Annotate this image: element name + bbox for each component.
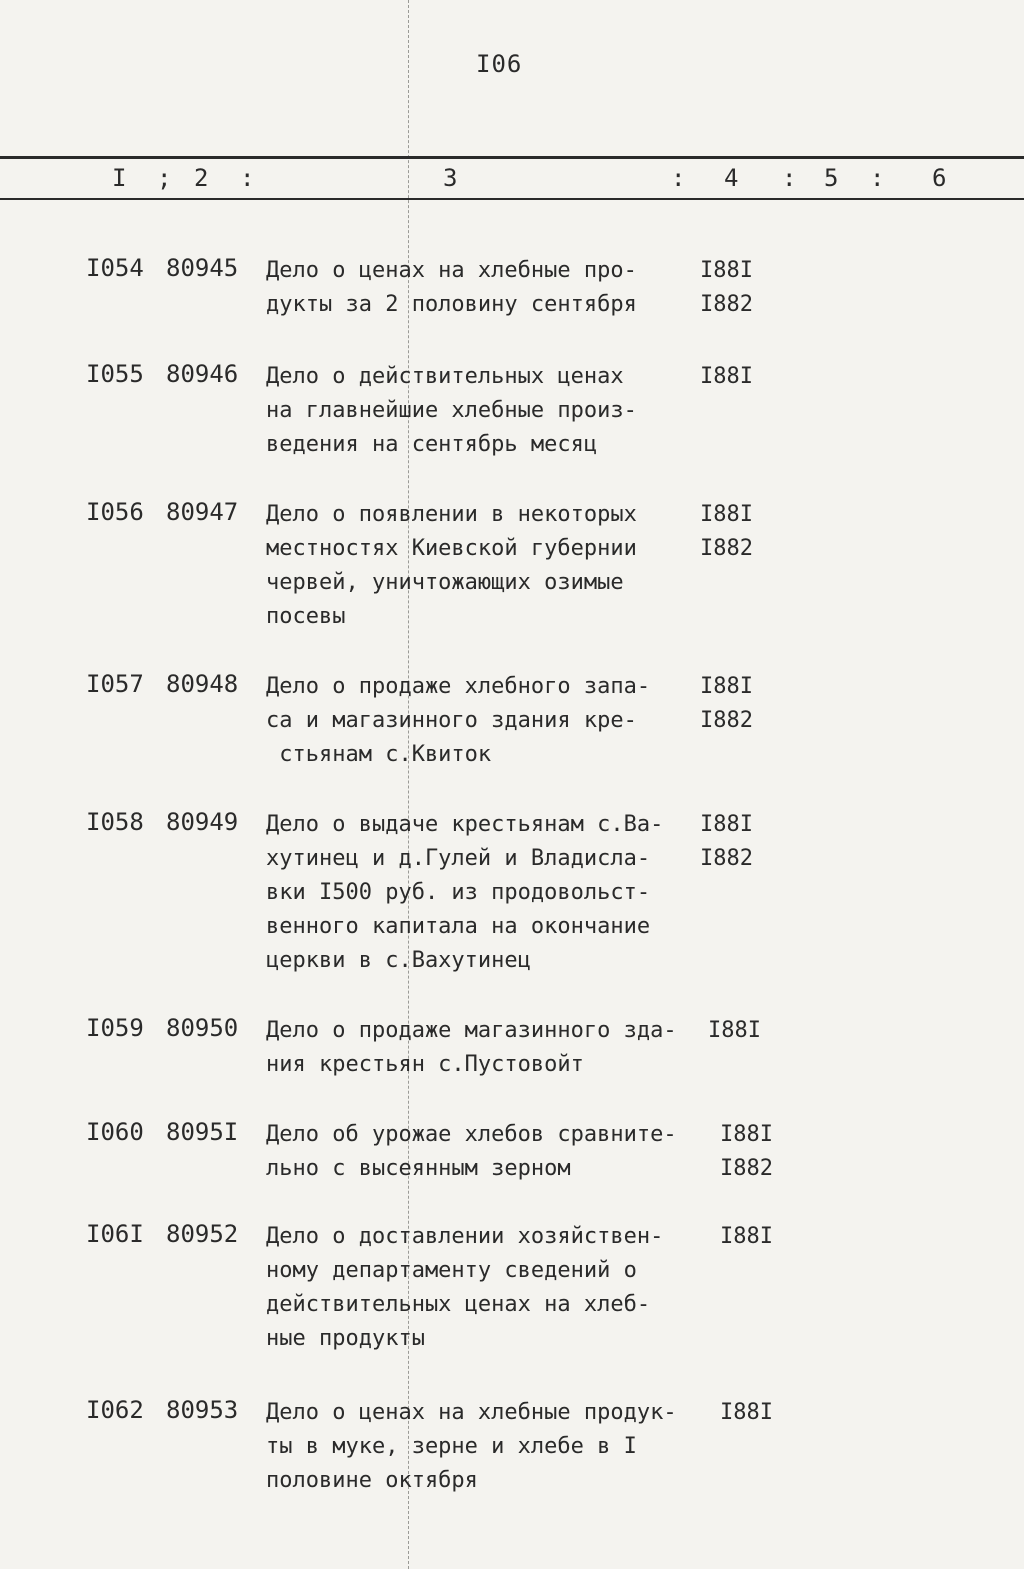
entry-description (266, 1118, 706, 1186)
entry-years (708, 1014, 761, 1048)
description-line: ты в муке, зерне и хлебе в I (266, 1434, 637, 1459)
year: I88I (700, 674, 753, 699)
description-line: ному департаменту сведений о (266, 1258, 637, 1283)
column-header-6: 6 (932, 164, 947, 192)
entry-description (266, 254, 706, 322)
description-line: хутинец и д.Гулей и Владисла- (266, 846, 651, 871)
file-code: 80945 (166, 254, 239, 282)
column-header-1: I (112, 164, 127, 192)
file-code: 80953 (166, 1396, 239, 1424)
column-header-2: 2 (194, 164, 209, 192)
year: I88I (720, 1122, 773, 1147)
entry-number: I057 (86, 670, 144, 698)
entry-description (266, 1396, 706, 1498)
file-code: 80949 (166, 808, 239, 836)
year: I882 (720, 1156, 773, 1181)
description-line: вки I500 руб. из продовольст- (266, 880, 651, 905)
entry-description (266, 498, 706, 634)
year: I882 (700, 708, 753, 733)
header-rule-top (0, 156, 1024, 159)
page-number: I06 (476, 50, 523, 78)
description-line: са и магазинного здания кре- (266, 708, 637, 733)
entry-description (266, 670, 706, 772)
column-separator: : (782, 164, 797, 192)
year: I882 (700, 846, 753, 871)
year: I88I (708, 1018, 761, 1043)
description-line: на главнейшие хлебные произ- (266, 398, 637, 423)
entry-years (700, 254, 753, 322)
entry-number: I06I (86, 1220, 144, 1248)
description-line: Дело о ценах на хлебные продук- (266, 1400, 677, 1425)
description-line: льно с высеянным зерном (266, 1156, 571, 1181)
year: I88I (720, 1400, 773, 1425)
entry-number: I059 (86, 1014, 144, 1042)
file-code: 80952 (166, 1220, 239, 1248)
description-line: Дело о действительных ценах (266, 364, 624, 389)
year: I88I (700, 502, 753, 527)
file-code: 80950 (166, 1014, 239, 1042)
description-line: половине октября (266, 1468, 478, 1493)
description-line: посевы (266, 604, 346, 629)
year: I88I (700, 364, 753, 389)
file-code: 8095I (166, 1118, 239, 1146)
description-line: дукты за 2 половину сентября (266, 292, 637, 317)
description-line: местностях Киевской губернии (266, 536, 637, 561)
column-separator: : (240, 164, 255, 192)
file-code: 80946 (166, 360, 239, 388)
description-line: Дело о появлении в некоторых (266, 502, 637, 527)
year: I88I (720, 1224, 773, 1249)
year: I882 (700, 292, 753, 317)
description-line: ные продукты (266, 1326, 425, 1351)
entry-number: I056 (86, 498, 144, 526)
year: I88I (700, 812, 753, 837)
entry-years (700, 498, 753, 566)
description-line: Дело о выдаче крестьянам с.Ва- (266, 812, 664, 837)
column-separator: : (671, 164, 686, 192)
entry-years (700, 670, 753, 738)
year: I88I (700, 258, 753, 283)
description-line: Дело о доставлении хозяйствен- (266, 1224, 664, 1249)
entry-number: I062 (86, 1396, 144, 1424)
entry-description (266, 360, 706, 462)
column-header-5: 5 (824, 164, 839, 192)
file-code: 80947 (166, 498, 239, 526)
description-line: действительных ценах на хлеб- (266, 1292, 651, 1317)
column-separator: : (870, 164, 885, 192)
year: I882 (700, 536, 753, 561)
file-code: 80948 (166, 670, 239, 698)
entry-years (700, 808, 753, 876)
entry-number: I058 (86, 808, 144, 836)
entry-years (720, 1220, 773, 1254)
entry-description (266, 1014, 706, 1082)
column-header-4: 4 (724, 164, 739, 192)
column-separator: ; (157, 164, 172, 192)
description-line: Дело о продаже магазинного зда- (266, 1018, 677, 1043)
entry-years (720, 1396, 773, 1430)
description-line: червей, уничтожающих озимые (266, 570, 624, 595)
entry-number: I054 (86, 254, 144, 282)
entry-years (700, 360, 753, 394)
entry-years (720, 1118, 773, 1186)
header-rule-bottom (0, 198, 1024, 200)
description-line: церкви в с.Вахутинец (266, 948, 531, 973)
entry-number: I055 (86, 360, 144, 388)
description-line: Дело о продаже хлебного запа- (266, 674, 651, 699)
description-line: ведения на сентябрь месяц (266, 432, 598, 457)
entry-description (266, 1220, 706, 1356)
description-line: венного капитала на окончание (266, 914, 651, 939)
description-line: стьянам с.Квиток (266, 742, 492, 767)
description-line: Дело об урожае хлебов сравните- (266, 1122, 677, 1147)
column-header-3: 3 (443, 164, 458, 192)
description-line: Дело о ценах на хлебные про- (266, 258, 637, 283)
entry-description (266, 808, 706, 978)
description-line: ния крестьян с.Пустовойт (266, 1052, 584, 1077)
entry-number: I060 (86, 1118, 144, 1146)
